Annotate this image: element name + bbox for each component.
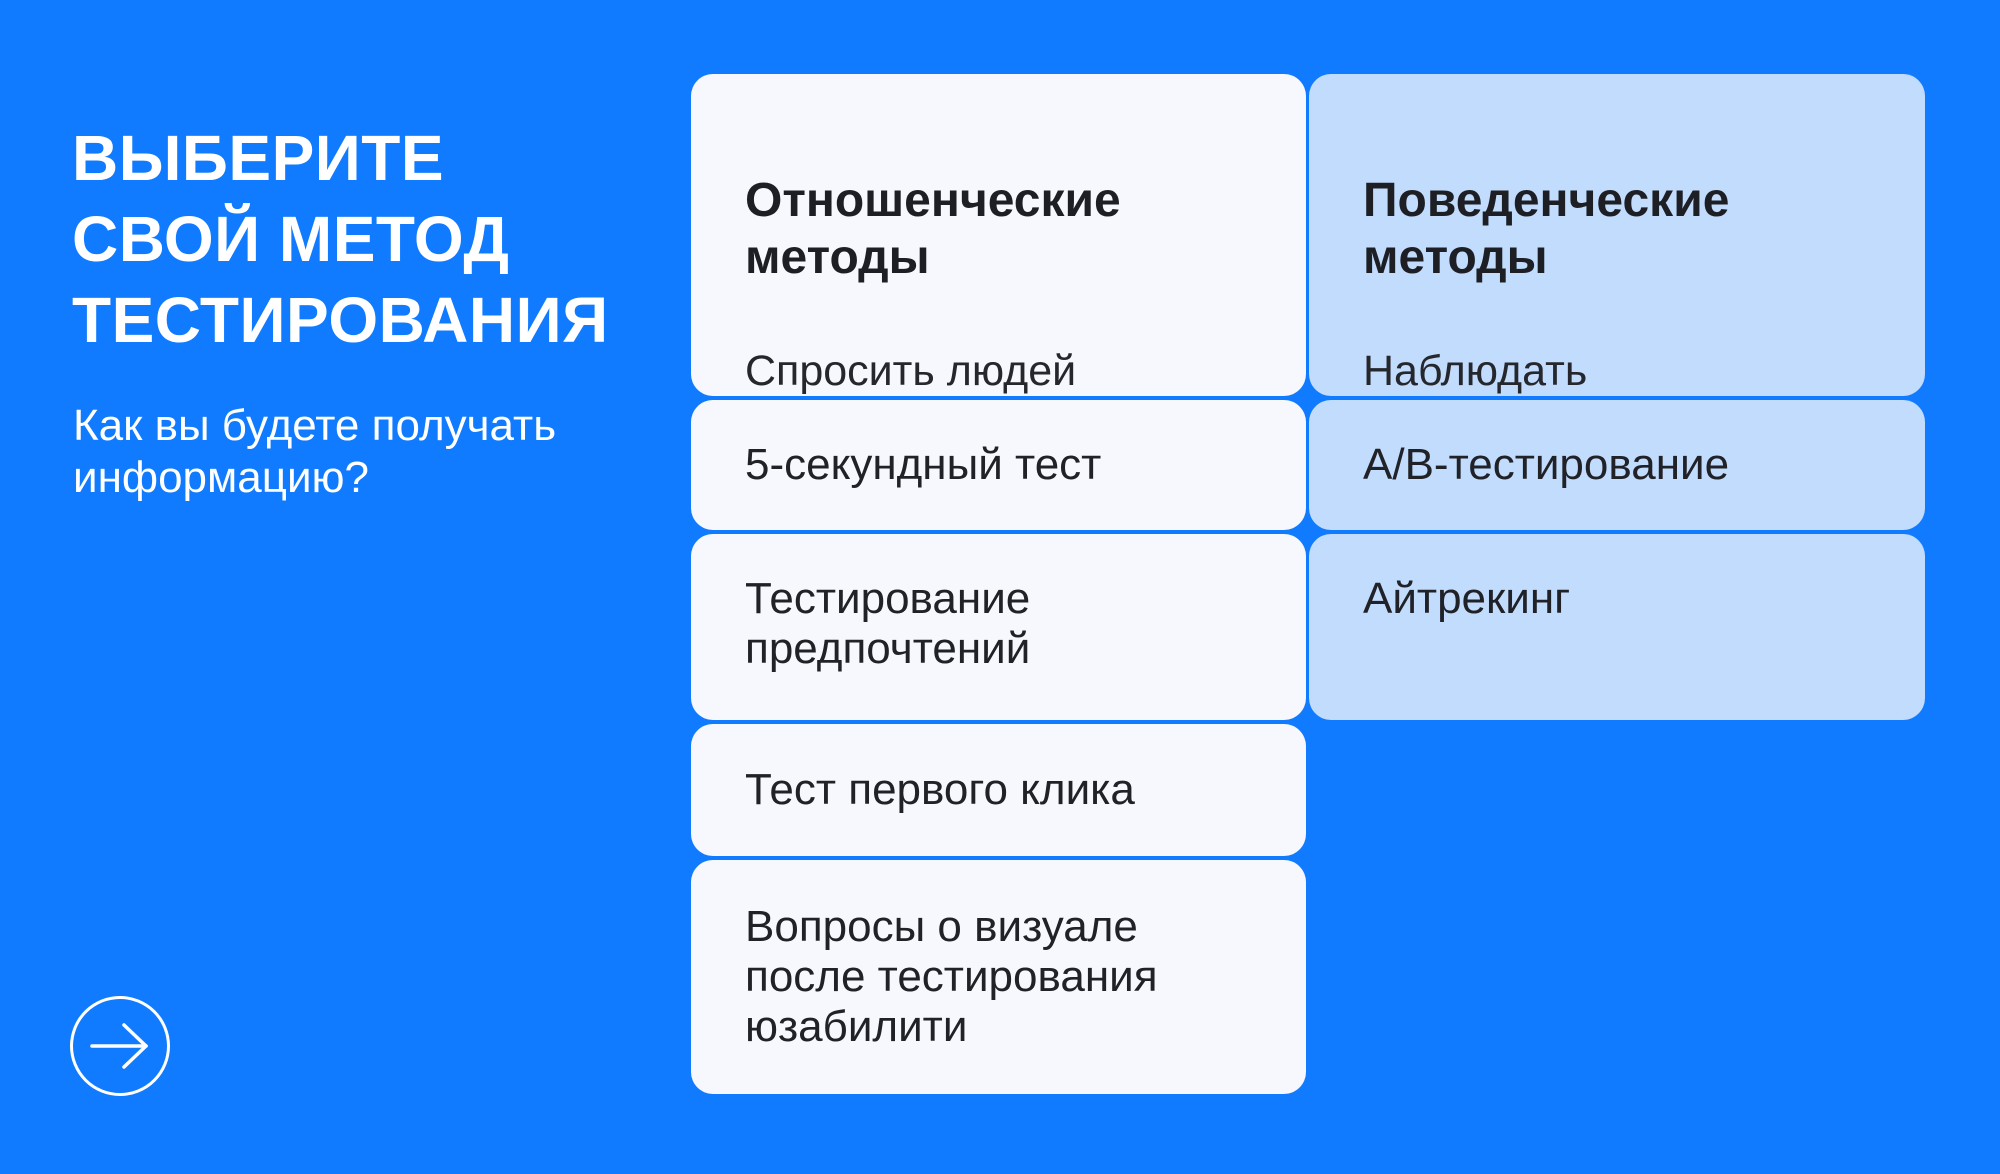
next-button[interactable] — [70, 996, 170, 1096]
page-subtitle: Как вы будете получать информацию? — [73, 401, 557, 502]
method-card-five-second-test[interactable] — [691, 400, 1306, 530]
page-title: ВЫБЕРИТЕ СВОЙ МЕТОД ТЕСТИРОВАНИЯ — [72, 122, 609, 356]
attitudinal-title: Отношенческие методы — [745, 174, 1121, 284]
method-label: A/B-тестирование — [1363, 440, 1730, 489]
method-label: Айтрекинг — [1363, 574, 1571, 623]
method-label: 5-секундный тест — [745, 440, 1102, 489]
method-label: Тестирование предпочтений — [745, 574, 1031, 673]
method-card-preference-test[interactable] — [691, 534, 1306, 720]
arrow-right-icon — [88, 1021, 152, 1071]
behavioral-title: Поведенческие методы — [1363, 174, 1730, 284]
method-card-ab-testing[interactable] — [1309, 400, 1925, 530]
attitudinal-header-card — [691, 74, 1306, 396]
method-card-first-click-test[interactable] — [691, 724, 1306, 856]
behavioral-header-card — [1309, 74, 1925, 396]
attitudinal-description: Спросить людей — [745, 347, 1077, 395]
method-label: Тест первого клика — [745, 765, 1135, 814]
method-card-visual-questions[interactable] — [691, 860, 1306, 1094]
behavioral-description: Наблюдать — [1363, 347, 1588, 395]
method-label: Вопросы о визуале после тестирования юзабилити — [745, 902, 1158, 1051]
method-card-eye-tracking[interactable] — [1309, 534, 1925, 720]
